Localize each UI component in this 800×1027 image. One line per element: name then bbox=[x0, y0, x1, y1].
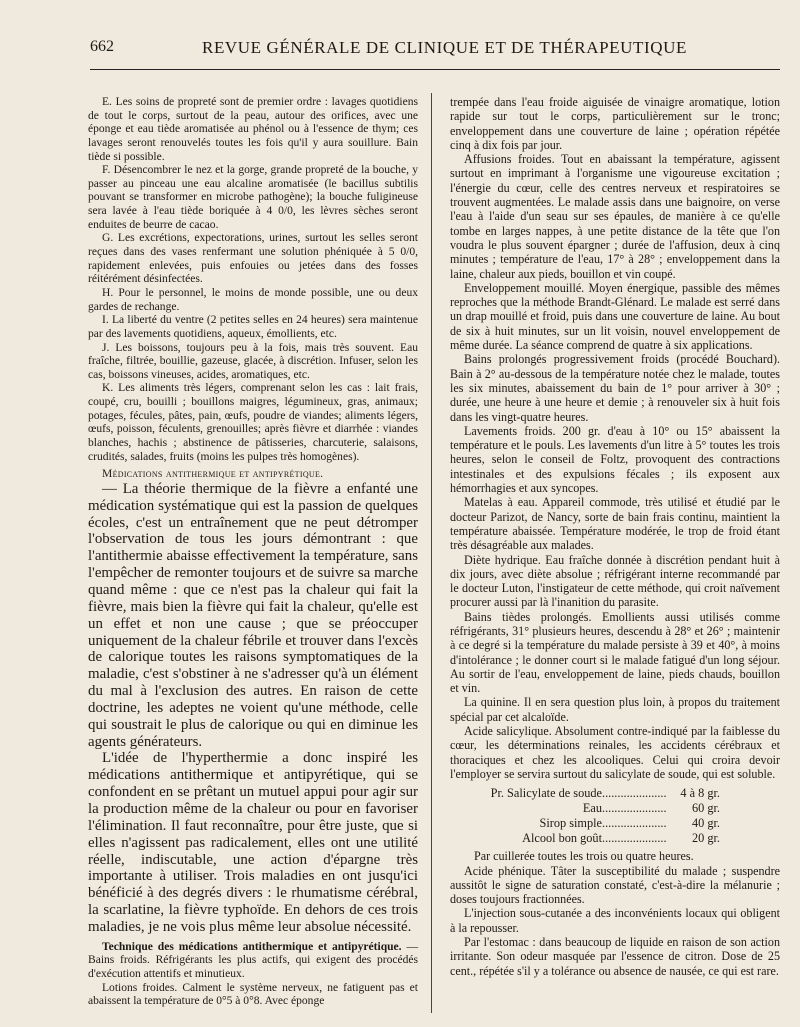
section-heading-medications: Médications antithermique et antipyrétique. bbox=[102, 467, 324, 481]
prescription-item: Eau bbox=[582, 801, 602, 816]
running-header bbox=[90, 38, 780, 64]
paragraph-h: H. Pour le personnel, le moins de monde possible, une ou deux gardes de rechange. bbox=[88, 285, 418, 313]
paragraph-thermal-theory: — La théorie thermique de la fièvre a enfanté une médication systématique qui est la passion de quelques écoles, c'est un entraînement que ne peut détromper l'observation de tous les jours démontrant : que l'antithermie abaisse effectivement la température, sans l'empêcher de remonter toujours et de suivre sa marche quand même : que ce n'est pas la chaleur qui fait la fièvre, mais bien la fièvre qui fait la chaleur, qu'elle est un effet et non une cause ; que se préoccuper uniquement de la chaleur fébrile et trouver dans l'excès de calorique toutes les raisons symptomatiques de la maladie, c'est s'obstiner à ne s'adresser qu'à un élément du mal à l'exclusion des autres. En raison de cette doctrine, les adeptes ne voient qu'une méthode, celle qui soustrait le plus de calorique ou qui en diminue les agents générateurs. bbox=[88, 480, 418, 750]
technique-text: — Bains froids. Réfrigérants les plus actifs, qui exigent des procédés d'exécution attentifs et minutieux. bbox=[88, 939, 418, 980]
prescription bbox=[450, 786, 780, 846]
prescription-qty: 60 gr. bbox=[691, 801, 720, 816]
prescription-qty: 20 gr. bbox=[691, 831, 720, 846]
paragraph-bains-prolonges: Bains prolongés progressivement froids (procédé Bouchard). Bain à 2° au-dessous de la température notée chez le malade, toutes les six minutes, abaissement du bain de 1° pour arriver à 30° ; durée, une heure à une heure et demie ; à renouveler six à huit fois dans les vingt-quatre heures. bbox=[450, 352, 780, 424]
paragraph-j: J. Les boissons, toujours peu à la fois, mais très souvent. Eau fraîche, filtrée, bouillie, gazeuse, glacée, à discrétion. Infuser, selon les cas, boissons vineuses, acides, aromatiques, etc. bbox=[88, 340, 418, 381]
paragraph-lotions: Lotions froides. Calment le système nerveux, ne fatiguent pas et abaissent la température de 0°5 à 0°8. Avec éponge bbox=[88, 980, 418, 1008]
technique-block bbox=[88, 940, 418, 981]
leader-dots: ..................... bbox=[602, 786, 667, 801]
prescription-qty: 4 à 8 gr. bbox=[680, 786, 720, 801]
prescription-item: Pr. Salicylate de soude bbox=[490, 786, 602, 801]
header-rule bbox=[90, 69, 780, 70]
leader-dots: ..................... bbox=[602, 801, 667, 816]
paragraph-enveloppement: Enveloppement mouillé. Moyen énergique, passible des mêmes reproches que la méthode Brandt-Glénard. Le malade est serré dans un drap mouillé et froid, puis dans une couverture de laine. Au bout de six à huit minutes, sur un lit voisin, nouvel enveloppement de même durée. La séance comprend de quatre à six applications. bbox=[450, 280, 780, 353]
prescription-qty: 40 gr. bbox=[691, 816, 720, 831]
paragraph-diete: Diète hydrique. Eau fraîche donnée à discrétion pendant huit à dix jours, avec diète absolue ; réfrigérant interne recommandé par le docteur Luton, l'instigateur de cette méthode, qui croit naïvement procurer aussi par là l'inanition du parasite. bbox=[450, 552, 780, 610]
paragraph-estomac: Par l'estomac : dans beaucoup de liquide en raison de son action irritante. Son odeur masquée par l'essence de citron. Dose de 25 cent., répétée s'il y a tolérance ou absence de nausée, ce qui est rare. bbox=[450, 935, 780, 978]
leader-dots: ..................... bbox=[602, 831, 667, 846]
left-column bbox=[88, 95, 418, 1008]
paragraph-matelas: Matelas à eau. Appareil commode, très utilisé et étudié par le docteur Parizot, de Nancy, sorte de bain frais continu, maintient la température abaissée. Température modérée, le trop de froid étant très désagréable aux malades. bbox=[450, 495, 780, 553]
paragraph-i: I. La liberté du ventre (2 petites selles en 24 heures) sera maintenue par des lavements quotidiens, aqueux, émollients, etc. bbox=[88, 313, 418, 340]
prescription-row bbox=[450, 816, 780, 831]
prescription-item: Sirop simple bbox=[539, 816, 602, 831]
paragraph-g: G. Les excrétions, expectorations, urines, surtout les selles seront reçues dans des vases renfermant une solution phéniquée à 5 0/0, rapidement enlevées, puis enfouies ou jetées dans des fosses réitérément désinfectées. bbox=[88, 231, 418, 286]
paragraph-e: E. Les soins de propreté sont de premier ordre : lavages quotidiens de tout le corps, surtout de la peau, autour des orifices, avec une éponge et eau tiède aromatisée au phénol ou à l'essence de thym; ces lavages seront renouvelés toutes les fois qu'il y aura souillure. Bain tiède si possible. bbox=[88, 95, 418, 163]
paragraph-bains-tiedes: Bains tièdes prolongés. Emollients aussi utilisés comme réfrigérants, 31° plusieurs heures, descendu à 28° et 26° ; maintenir à ce degré si la température du malade persiste à 39 et 40°, à moins d'intolérance ; le donner court si le malade fatigué d'un long séjour. Au sortir de l'eau, enveloppement de laine, pieds chauds, bouillon et vin. bbox=[450, 609, 780, 696]
paragraph-lavements: Lavements froids. 200 gr. d'eau à 10° ou 15° abaissent la température et le pouls. Les lavements d'un litre à 5° toutes les trois heures, selon le conseil de Foltz, provoquent des contractions intestinales et des expulsions fécales ; ils exposent aux hémorrhagies et aux syncopes. bbox=[450, 423, 780, 496]
prescription-row bbox=[450, 801, 780, 816]
prescription-row bbox=[450, 831, 780, 846]
paragraph-affusions: Affusions froides. Tout en abaissant la température, agissent surtout en imprimant à l'organisme une vigoureuse excitation ; l'énergie du cœur, celle des centres nerveux et respiratoires se trouvent augmentées. Le malade assis dans une baignoire, on verse l'eau à l'aide d'un seau sur ses épaules, de manière à ce qu'elle tombe en larges nappes, à une petite distance de la tête que l'on voudra le plus souvent épargner ; durée de l'affusion, deux à cinq minutes ; température de l'eau, 17° à 28° ; enveloppement dans la laine, chaleur aux pieds, bouillon et vin coupé. bbox=[450, 152, 780, 281]
paragraph-injection: L'injection sous-cutanée a des inconvénients locaux qui obligent à la repousser. bbox=[450, 906, 780, 935]
paragraph-trempee: trempée dans l'eau froide aiguisée de vinaigre aromatique, lotion rapide sur tout le corps, particulièrement sur le tronc; enveloppement dans une couverture de laine ; opération répétée cinq à dix fois par jour. bbox=[450, 95, 780, 152]
paragraph-quinine: La quinine. Il en sera question plus loin, à propos du traitement spécial par cet alcaloïde. bbox=[450, 695, 780, 724]
page-number: 662 bbox=[90, 38, 114, 55]
right-column bbox=[450, 95, 780, 978]
prescription-row bbox=[450, 786, 780, 801]
paragraph-f: F. Désencombrer le nez et la gorge, grande propreté de la bouche, y passer au pinceau une eau alcaline aromatisée (le bacillus subtilis pouvant se transformer en microbe pathogène); la bouche fuligineuse sera lavée à l'eau tiède boriquée à 4 0/0, les lèvres sèches seront enduites de beurre de cacao. bbox=[88, 163, 418, 231]
paragraph-acide-salicylique: Acide salicylique. Absolument contre-indiqué par la faiblesse du cœur, les déterminations reinales, les accidents cérébraux et thoraciques et chez les alcooliques. Celui qui croira devoir l'employer se servira surtout du salicylate de soude, qui est soluble. bbox=[450, 724, 780, 781]
paragraph-acide-phenique: Acide phénique. Tâter la susceptibilité du malade ; suspendre aussitôt le signe de saturation constaté, c'est-à-dire la mélanurie ; doses toujours fractionnées. bbox=[450, 863, 780, 907]
journal-title: REVUE GÉNÉRALE DE CLINIQUE ET DE THÉRAPEUTIQUE bbox=[202, 38, 687, 57]
paragraph-k: K. Les aliments très légers, comprenant selon les cas : lait frais, coupé, cru, bouilli ; bouillons maigres, légumineux, gras, animaux; potages, fécules, pâtes, pain, œufs, poudre de viandes; aliments légers, œufs, poisson, féculents, grenouilles; après fièvre et diarrhée : viandes blanches, hachis ; abstinence de pâtisseries, charcuterie, salaisons, crudités, salades, fruits (moins les pulpes très homogènes). bbox=[88, 381, 418, 463]
leader-dots: ..................... bbox=[602, 816, 667, 831]
technique-heading: Technique des médications antithermique et antipyrétique. bbox=[102, 939, 402, 953]
prescription-item: Alcool bon goût bbox=[522, 831, 602, 846]
column-divider bbox=[431, 93, 432, 1013]
paragraph-hyperthermia: L'idée de l'hyperthermie a donc inspiré les médications antithermique et antipyrétique, qui se confondent en se prêtant un mutuel appui pour agir sur la production même de la chaleur ou pour en favoriser l'élimination. Il faut reconnaître, pour être juste, que si elles n'agissent pas radicalement, elles ont une utilité réelle, indiscutable, une action d'épargne très importante à utiliser. Trois maladies en ont jusqu'ici bénéficié à des degrés divers : le rhumatisme cérébral, la scarlatine, la fièvre typhoïde. En dehors de ces trois maladies, je ne vois plus même leur absolue nécessité. bbox=[88, 750, 418, 935]
prescription-note: Par cuillerée toutes les trois ou quatre heures. bbox=[474, 849, 694, 864]
